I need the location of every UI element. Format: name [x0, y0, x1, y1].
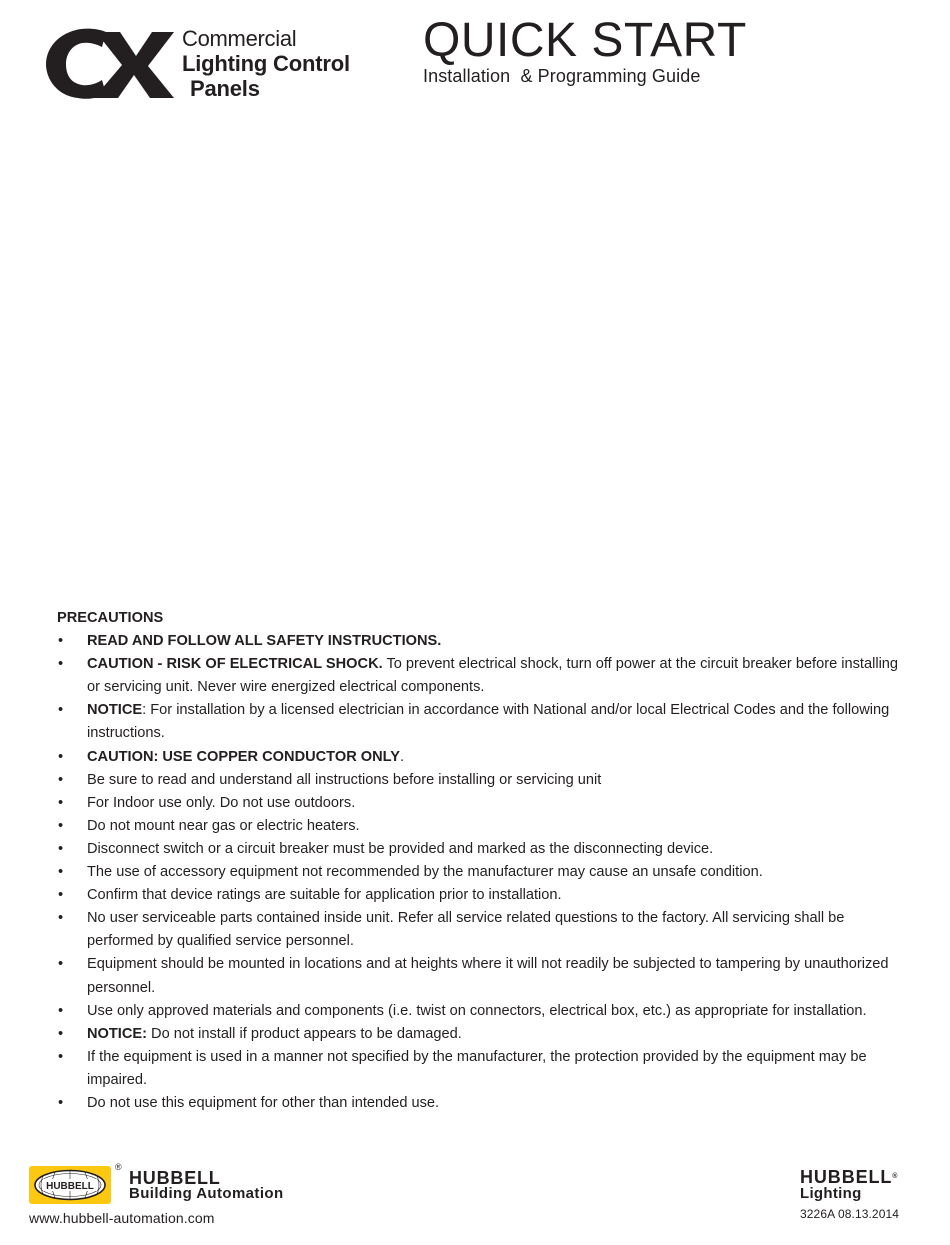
- hubbell-building-automation-logo: [29, 1162, 349, 1236]
- logo-line-commercial: Commercial: [182, 26, 297, 51]
- list-item: [57, 630, 907, 653]
- precautions-heading: PRECAUTIONS: [57, 610, 164, 626]
- bullet-icon: •: [58, 748, 64, 765]
- list-item-text: Do not install if product appears to be damaged.: [147, 1025, 462, 1042]
- list-item-text: Use only approved materials and components (i.e. twist on connectors, electrical box, etc.) as appropriate for installation.: [87, 1002, 867, 1019]
- bullet-icon: •: [58, 1002, 64, 1019]
- list-item-text: Disconnect switch or a circuit breaker must be provided and marked as the disconnecting device.: [87, 840, 714, 857]
- svg-text:HUBBELL: HUBBELL: [46, 1181, 94, 1192]
- list-item: [57, 1046, 907, 1092]
- building-automation-label: Building Automation: [129, 1185, 284, 1202]
- list-item: [57, 907, 907, 953]
- list-item-text: Do not mount near gas or electric heaters.: [87, 817, 360, 834]
- hubbell-lighting-logo: [800, 1168, 930, 1221]
- cx-logo-mark-icon: [44, 28, 174, 100]
- document-code: 3226A 08.13.2014: [800, 1207, 900, 1221]
- list-item-bold: CAUTION: USE COPPER CONDUCTOR ONLY: [87, 748, 400, 765]
- list-item-bold: READ AND FOLLOW ALL SAFETY INSTRUCTIONS.: [87, 633, 442, 650]
- list-item-text: The use of accessory equipment not recommended by the manufacturer may cause an unsafe condition.: [87, 864, 763, 881]
- hubbell-brand-name: HUBBELL: [800, 1167, 893, 1187]
- list-item-bold: NOTICE:: [87, 1025, 147, 1042]
- list-item: [57, 653, 907, 699]
- list-item: [57, 699, 907, 745]
- logo-line-panels: Panels: [190, 76, 260, 101]
- page-subtitle: Installation & Programming Guide: [423, 66, 701, 86]
- bullet-icon: •: [58, 656, 64, 673]
- registered-mark: ®: [892, 1173, 899, 1180]
- bullet-icon: •: [58, 633, 64, 650]
- cx-logo-text: [182, 26, 350, 101]
- bullet-icon: •: [58, 794, 64, 811]
- logo-line-lighting-control: Lighting Control: [182, 51, 350, 76]
- list-item: [57, 1092, 907, 1115]
- list-item: [57, 746, 907, 769]
- list-item: [57, 861, 907, 884]
- list-item-text: Do not use this equipment for other than intended use.: [87, 1094, 440, 1111]
- hubbell-badge-icon: [29, 1166, 111, 1204]
- list-item-text: For Indoor use only. Do not use outdoors.: [87, 794, 356, 811]
- list-item-text: If the equipment is used in a manner not specified by the manufacturer, the protection provided by the equipment may be impaired.: [87, 1048, 867, 1088]
- hubbell-brand-name: HUBBELL: [129, 1168, 221, 1188]
- bullet-icon: •: [58, 817, 64, 834]
- list-item-text: : For installation by a licensed electrician in accordance with National and/or local Electrical Codes and the following instructions.: [87, 702, 890, 742]
- list-item-text: No user serviceable parts contained inside unit. Refer all service related questions to the factory. All servicing shall be performed by qualified service personnel.: [87, 910, 845, 950]
- list-item-text: .: [399, 748, 405, 765]
- bullet-icon: •: [58, 864, 64, 881]
- list-item-bold: NOTICE: [87, 702, 143, 719]
- registered-mark: ®: [115, 1162, 122, 1172]
- cx-product-logo: [44, 24, 374, 104]
- bullet-icon: •: [58, 1048, 64, 1065]
- list-item: [57, 769, 907, 792]
- list-item: [57, 953, 907, 999]
- precautions-list: [57, 630, 907, 1115]
- lighting-label: Lighting: [800, 1185, 862, 1202]
- precautions-section: [57, 607, 907, 1115]
- list-item-bold: CAUTION - RISK OF ELECTRICAL SHOCK.: [87, 656, 383, 673]
- title-block: [423, 14, 747, 86]
- list-item-text: Confirm that device ratings are suitable for application prior to installation.: [87, 887, 562, 904]
- list-item: [57, 1023, 907, 1046]
- list-item: [57, 838, 907, 861]
- bullet-icon: •: [58, 702, 64, 719]
- bullet-icon: •: [58, 1094, 64, 1111]
- list-item-text: Be sure to read and understand all instructions before installing or servicing unit: [87, 771, 602, 788]
- list-item: [57, 1000, 907, 1023]
- hubbell-lighting-brand: [800, 1168, 930, 1186]
- bullet-icon: •: [58, 910, 64, 927]
- list-item: [57, 792, 907, 815]
- bullet-icon: •: [58, 771, 64, 788]
- list-item-text: To prevent electrical shock, turn off power at the circuit breaker before installing or servicing unit. Never wire energized electrical components.: [87, 656, 899, 696]
- list-item-text: Equipment should be mounted in locations and at heights where it will not readily be subjected to tampering by unauthorized personnel.: [87, 956, 889, 996]
- bullet-icon: •: [58, 887, 64, 904]
- bullet-icon: •: [58, 1025, 64, 1042]
- hubbell-globe-icon: [33, 1169, 107, 1201]
- website-link[interactable]: www.hubbell-automation.com: [29, 1210, 215, 1226]
- list-item: [57, 884, 907, 907]
- page-title: QUICK START: [423, 14, 747, 67]
- list-item: [57, 815, 907, 838]
- bullet-icon: •: [58, 956, 64, 973]
- bullet-icon: •: [58, 840, 64, 857]
